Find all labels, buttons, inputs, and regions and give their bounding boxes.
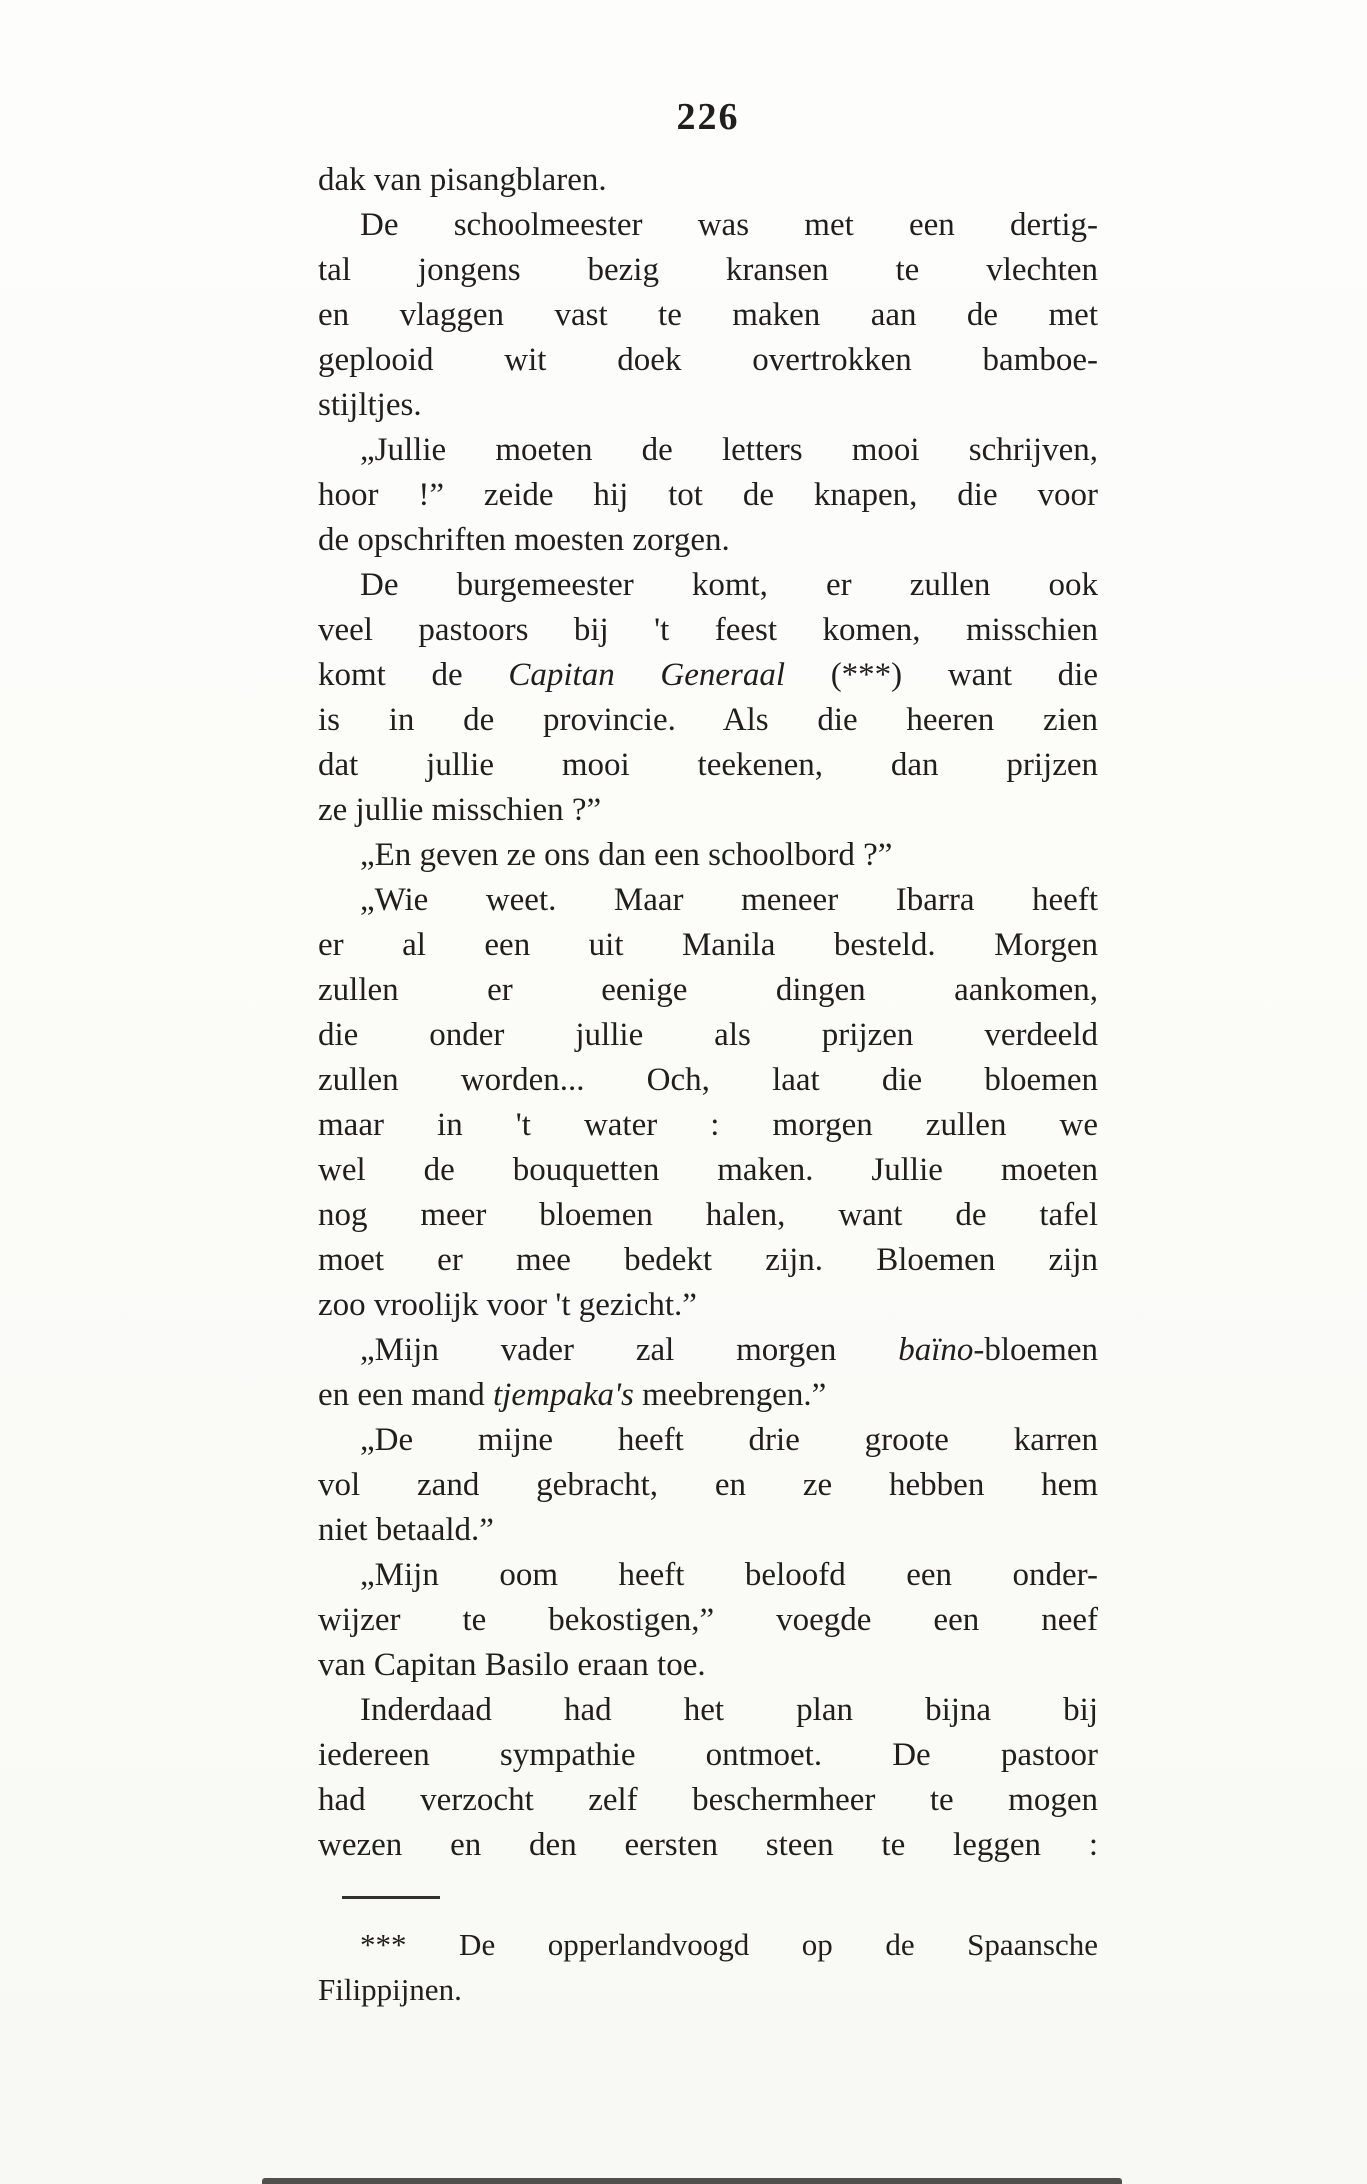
text-segment: er al een uit Manila besteld. Morgen	[318, 927, 1098, 963]
text-segment: „En geven ze ons dan een schoolbord ?”	[360, 837, 893, 873]
text-line	[318, 1283, 1098, 1328]
text-segment: „Wie weet. Maar meneer Ibarra heeft	[360, 882, 1098, 918]
text-segment: die onder jullie als prijzen verdeeld	[318, 1017, 1098, 1053]
text-line	[318, 1922, 1098, 1967]
scan-artifact-bottom-edge	[262, 2178, 1122, 2184]
text-segment: van Capitan Basilo eraan toe.	[318, 1647, 706, 1683]
text-segment: stijltjes.	[318, 387, 422, 423]
text-segment: „De mijne heeft drie groote karren	[360, 1422, 1098, 1458]
text-segment: wijzer te bekostigen,” voegde een neef	[318, 1602, 1098, 1638]
text-line	[318, 878, 1098, 923]
text-line	[318, 833, 1098, 878]
text-line	[318, 608, 1098, 653]
text-line	[318, 1373, 1098, 1418]
text-line	[318, 1103, 1098, 1148]
text-segment: en vlaggen vast te maken aan de met	[318, 297, 1098, 333]
text-segment: komt de	[318, 657, 509, 693]
text-line	[318, 1733, 1098, 1778]
text-line	[318, 383, 1098, 428]
text-line	[318, 518, 1098, 563]
text-line	[318, 158, 1098, 203]
text-segment: iedereen sympathie ontmoet. De pastoor	[318, 1737, 1098, 1773]
body-text	[318, 158, 1098, 1868]
text-segment: moet er mee bedekt zijn. Bloemen zijn	[318, 1242, 1098, 1278]
text-segment: vol zand gebracht, en ze hebben hem	[318, 1467, 1098, 1503]
text-segment: -bloemen	[973, 1332, 1098, 1368]
text-line	[318, 203, 1098, 248]
text-line	[318, 1688, 1098, 1733]
text-segment: „Mijn oom heeft beloofd een onder-	[360, 1557, 1098, 1593]
text-segment: De burgemeester komt, er zullen ook	[360, 567, 1098, 603]
text-line	[318, 293, 1098, 338]
text-segment: dak van pisangblaren.	[318, 162, 607, 198]
text-segment: is in de provincie. Als die heeren zien	[318, 702, 1098, 738]
text-segment: wezen en den eersten steen te leggen :	[318, 1827, 1098, 1863]
text-segment: geplooid wit doek overtrokken bamboe-	[318, 342, 1098, 378]
text-line	[318, 1238, 1098, 1283]
italic-text-segment: Capitan Generaal	[508, 657, 786, 693]
text-segment: Inderdaad had het plan bijna bij	[360, 1692, 1098, 1728]
text-line	[318, 743, 1098, 788]
text-line	[318, 1148, 1098, 1193]
footnote-separator	[342, 1896, 440, 1899]
text-segment: de opschriften moesten zorgen.	[318, 522, 730, 558]
text-segment: zullen er eenige dingen aankomen,	[318, 972, 1098, 1008]
text-line	[318, 653, 1098, 698]
text-line	[318, 1193, 1098, 1238]
text-segment: zoo vroolijk voor 't gezicht.”	[318, 1287, 697, 1323]
footnote	[318, 1922, 1098, 2012]
text-line	[318, 248, 1098, 293]
text-segment: wel de bouquetten maken. Jullie moeten	[318, 1152, 1098, 1188]
text-segment: dat jullie mooi teekenen, dan prijzen	[318, 747, 1098, 783]
text-line	[318, 968, 1098, 1013]
text-line	[318, 1418, 1098, 1463]
italic-text-segment: baïno	[898, 1332, 974, 1368]
text-line	[318, 1463, 1098, 1508]
text-line	[318, 1058, 1098, 1103]
text-line	[318, 473, 1098, 518]
page-number: 226	[676, 96, 740, 138]
text-segment: „Mijn vader zal morgen	[360, 1332, 899, 1368]
text-segment: hoor !” zeide hij tot de knapen, die voor	[318, 477, 1098, 513]
text-segment: ze jullie misschien ?”	[318, 792, 602, 828]
text-line	[318, 1967, 1098, 2012]
text-line	[318, 428, 1098, 473]
text-line	[318, 338, 1098, 383]
text-segment: De schoolmeester was met een dertig-	[360, 207, 1098, 243]
italic-text-segment: tjempaka's	[493, 1377, 634, 1413]
text-line	[318, 788, 1098, 833]
text-segment: tal jongens bezig kransen te vlechten	[318, 252, 1098, 288]
text-segment: nog meer bloemen halen, want de tafel	[318, 1197, 1098, 1233]
text-line	[318, 1013, 1098, 1058]
text-segment: niet betaald.”	[318, 1512, 494, 1548]
text-segment: *** De opperlandvoogd op de Spaansche	[360, 1927, 1098, 1962]
text-segment: (***) want die	[785, 657, 1098, 693]
text-segment: meebrengen.”	[633, 1377, 827, 1413]
text-line	[318, 1553, 1098, 1598]
text-line	[318, 1598, 1098, 1643]
text-line	[318, 923, 1098, 968]
text-line	[318, 1328, 1098, 1373]
text-line	[318, 1508, 1098, 1553]
text-segment: maar in 't water : morgen zullen we	[318, 1107, 1098, 1143]
text-line	[318, 698, 1098, 743]
text-segment: en een mand	[318, 1377, 494, 1413]
text-segment: veel pastoors bij 't feest komen, misschien	[318, 612, 1098, 648]
text-line	[318, 563, 1098, 608]
text-segment: „Jullie moeten de letters mooi schrijven,	[360, 432, 1098, 468]
text-line	[318, 1778, 1098, 1823]
text-segment: zullen worden... Och, laat die bloemen	[318, 1062, 1098, 1098]
text-segment: had verzocht zelf beschermheer te mogen	[318, 1782, 1098, 1818]
text-line	[318, 1643, 1098, 1688]
text-segment: Filippijnen.	[318, 1972, 462, 2007]
text-line	[318, 1823, 1098, 1868]
